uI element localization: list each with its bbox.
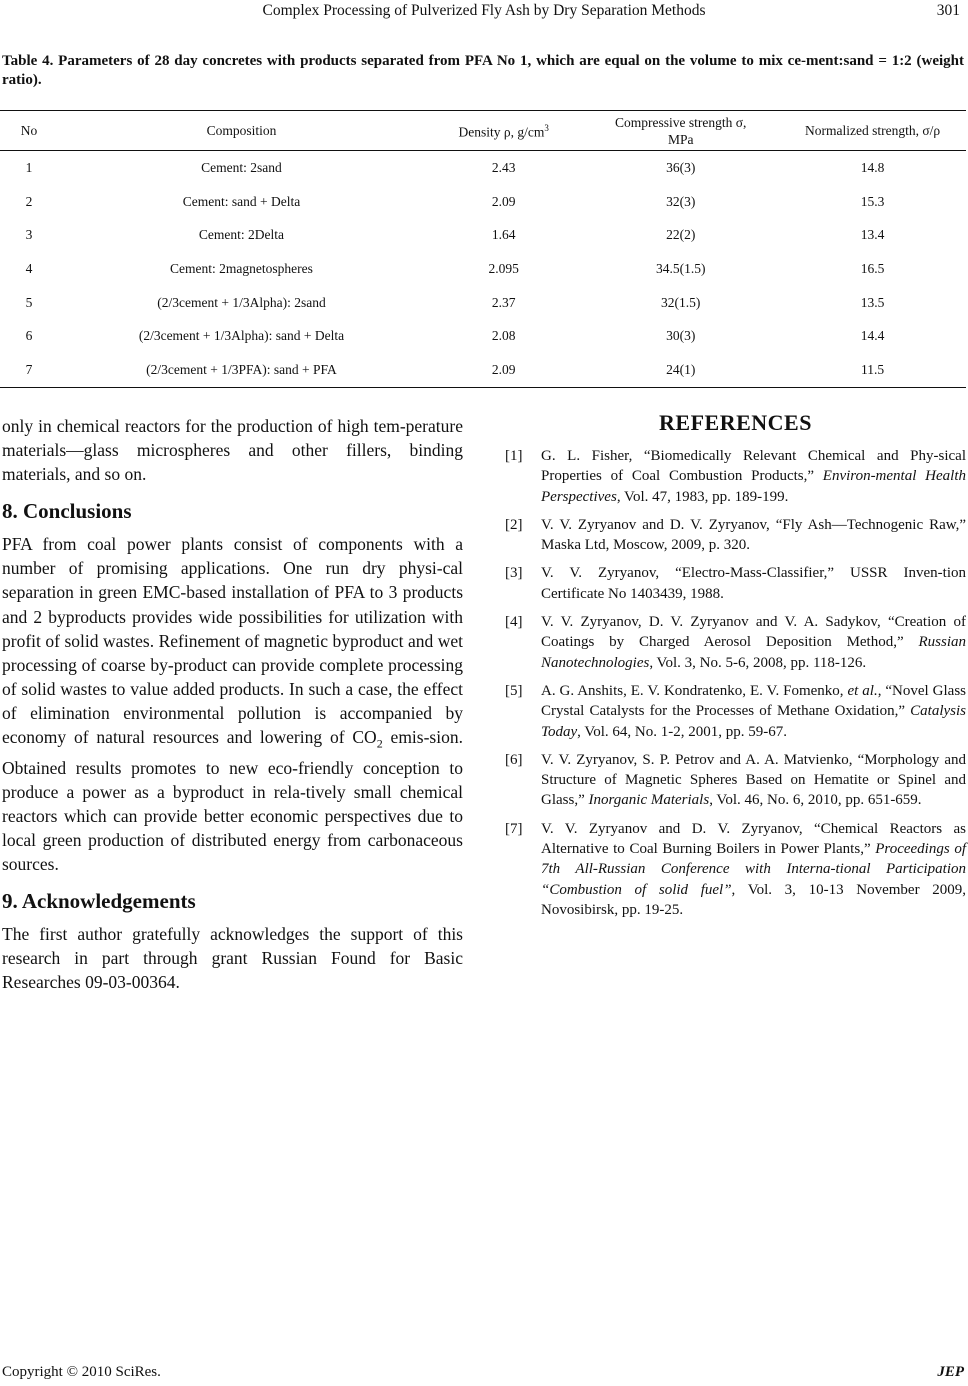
reference-tail: , Vol. 46, No. 6, 2010, pp. 651-659. [709, 792, 922, 809]
table-row [0, 185, 966, 219]
reference-number: [5] [505, 682, 523, 699]
cell-no: 2 [25, 193, 33, 209]
table-row [0, 151, 966, 185]
cell-composition: (2/3cement + 1/3PFA): sand + PFA [58, 353, 425, 387]
table-row [0, 319, 966, 353]
header-density-label: Density ρ, g/cm [458, 124, 545, 140]
left-column [2, 414, 463, 994]
acknowledgements-paragraph: The first author gratefully acknowledges the support of this research in part through grant Russian Found for Basic Researches 09-03-00364. [2, 924, 463, 993]
reference-tail: , “Novel Glass Crystal Catalysts for the Processes of Methane Oxidation,” [541, 682, 966, 720]
reference-item [505, 819, 966, 920]
co2-subscript: 2 [376, 736, 383, 751]
conclusions-paragraph [2, 532, 463, 876]
reference-text: V. V. Zyryanov, “Electro-Mass-Classifier,” USSR Inven-tion Certificate No 1403439, 1988. [541, 565, 966, 602]
reference-number: [1] [505, 448, 523, 464]
conclusions-part2: emis-sion. Obtained results promotes to new eco-friendly conception to produce a power as a byproduct in rela-tively small chemical reactors which can provide better economic perspectives due to local green production of distributed energy from carbonaceous sources. [2, 727, 463, 874]
cell-composition: (2/3cement + 1/3Alpha): sand + Delta [138, 328, 345, 344]
reference-tail: , Vol. 3, 10-13 November 2009, Novosibirsk, pp. 19-25. [541, 881, 966, 918]
results-table [0, 110, 966, 388]
reference-source: Environ-mental Health Perspectives [541, 468, 966, 505]
reference-number: [2] [505, 516, 523, 533]
conclusions-part1: PFA from coal power plants consist of components with a number of promising applications. One run dry physi-cal separation in green EMC-based installation of PFA to 3 products and 2 byproducts provides wide possibilities for utilization with profit of solid wastes. Refinement of magnetic byproduct and wet processing of coarse by-product can provide complete processing of solid wastes to value added products. In such a case, the effect of elimination environmental pollution is accompanied by economy of natural resources and lowering of CO [2, 534, 463, 748]
cell-composition: Cement: sand + Delta [182, 193, 301, 209]
table-row [0, 286, 966, 320]
reference-text: V. V. Zyryanov and D. V. Zyryanov, “Chemical Reactors as Alternative to Coal Burning Boilers in Power Plants,” [541, 820, 966, 858]
cell-normalized: 14.4 [860, 328, 885, 344]
table-row [0, 218, 966, 252]
reference-item [505, 750, 966, 811]
reference-source: Catalysis Today [541, 703, 966, 740]
cell-density: 2.09 [425, 353, 582, 387]
reference-source: et al. [847, 682, 878, 699]
reference-text: V. V. Zyryanov, S. P. Petrov and A. A. Matvienko, “Morphology and Structure of Magnetic Spheres Based on Hematite or Spinel and Glass,” [541, 751, 966, 809]
table-body [0, 151, 966, 388]
cell-no: 7 [0, 353, 58, 387]
header-composition: Composition [58, 111, 425, 151]
cell-composition: Cement: 2Delta [198, 227, 285, 243]
journal-footer: JEP [937, 1364, 964, 1380]
cell-normalized: 13.5 [860, 294, 885, 310]
cell-no: 3 [25, 227, 33, 243]
reference-text: V. V. Zyryanov, D. V. Zyryanov and V. A. Sadykov, “Creation of Coatings by Charged Aerosol Deposition Method,” [541, 614, 966, 651]
reference-tail: , Vol. 47, 1983, pp. 189-199. [616, 488, 789, 505]
running-title: Complex Processing of Pulverized Fly Ash by Dry Separation Methods [262, 2, 706, 19]
reference-text: A. G. Anshits, E. V. Kondratenko, E. V. Fomenko, [541, 682, 848, 699]
table-header-row [0, 111, 966, 151]
reference-item [505, 612, 966, 673]
cell-no: 4 [25, 260, 33, 276]
header-compressive-line2: MPa [667, 131, 694, 147]
cell-normalized: 14.8 [860, 159, 885, 175]
reference-number: [6] [505, 751, 523, 768]
reference-item [505, 681, 966, 742]
cell-density: 1.64 [491, 227, 516, 243]
reference-tail: , Vol. 64, No. 1-2, 2001, pp. 59-67. [577, 723, 787, 740]
cell-normalized: 16.5 [860, 260, 885, 276]
table-caption: Table 4. Parameters of 28 day concretes with products separated from PFA No 1, which are equal on the volume to mix ce-ment:sand = 1:2 (weight ratio). [2, 53, 964, 88]
header-density-sup: 3 [544, 123, 549, 134]
header-normalized: Normalized strength, σ/ρ [779, 111, 966, 151]
right-column [505, 410, 966, 928]
header-no: No [0, 111, 58, 151]
reference-source: Russian Nanotechnologies [541, 634, 966, 671]
copyright-footer: Copyright © 2010 SciRes. [2, 1364, 161, 1380]
cell-composition: (2/3cement + 1/3Alpha): 2sand [157, 294, 326, 310]
header-compressive-line1: Compressive strength σ, [615, 114, 747, 130]
cell-density: 2.09 [491, 193, 516, 209]
reference-number: [7] [505, 820, 523, 837]
reference-tail: , Vol. 3, No. 5-6, 2008, pp. 118-126. [649, 654, 867, 671]
cell-no: 1 [25, 159, 33, 175]
reference-text: G. L. Fisher, “Biomedically Relevant Chemical and Phy-sical Properties of Coal Combustion Products,” [541, 448, 966, 485]
conclusions-heading: 8. Conclusions [2, 499, 132, 524]
acknowledgements-heading: 9. Acknowledgements [2, 889, 196, 914]
cell-normalized: 13.4 [860, 227, 885, 243]
page-number: 301 [936, 2, 960, 19]
cell-composition: Cement: 2magnetospheres [170, 260, 313, 276]
reference-item [505, 446, 966, 507]
cell-no: 6 [25, 328, 33, 344]
header-compressive [582, 111, 779, 151]
header-density [425, 111, 582, 151]
cell-compressive: 32(1.5) [661, 294, 701, 310]
reference-number: [4] [505, 614, 523, 631]
reference-item [505, 563, 966, 604]
reference-item [505, 515, 966, 556]
cell-compressive: 34.5(1.5) [655, 260, 706, 276]
table-row [0, 252, 966, 286]
cell-density: 2.08 [491, 328, 516, 344]
reference-list [505, 446, 966, 920]
reference-source: Proceedings of 7th All-Russian Conference with Interna-tional Participation “Combustion of solid fuel” [541, 841, 966, 898]
references-heading: REFERENCES [659, 410, 812, 435]
cell-no: 5 [25, 294, 33, 310]
cell-density: 2.43 [491, 159, 516, 175]
reference-text: V. V. Zyryanov and D. V. Zyryanov, “Fly Ash—Technogenic Raw,” Maska Ltd, Moscow, 2009, p. 320. [541, 516, 966, 554]
reference-source: Inorganic Materials [588, 792, 710, 809]
page-header [0, 0, 968, 30]
cell-density: 2.095 [488, 260, 519, 276]
cell-compressive: 32(3) [666, 193, 696, 209]
cell-compressive: 22(2) [666, 227, 696, 243]
cell-composition: Cement: 2sand [201, 159, 282, 175]
cell-density: 2.37 [491, 294, 516, 310]
table-row [0, 353, 966, 387]
reference-number: [3] [505, 565, 523, 582]
cell-normalized: 11.5 [779, 353, 966, 387]
cell-normalized: 15.3 [860, 193, 885, 209]
intro-paragraph: only in chemical reactors for the production of high tem-perature materials—glass microspheres and other fillers, binding materials, and so on. [2, 416, 463, 485]
cell-compressive: 24(1) [582, 353, 779, 387]
cell-compressive: 36(3) [666, 159, 696, 175]
cell-compressive: 30(3) [666, 328, 696, 344]
